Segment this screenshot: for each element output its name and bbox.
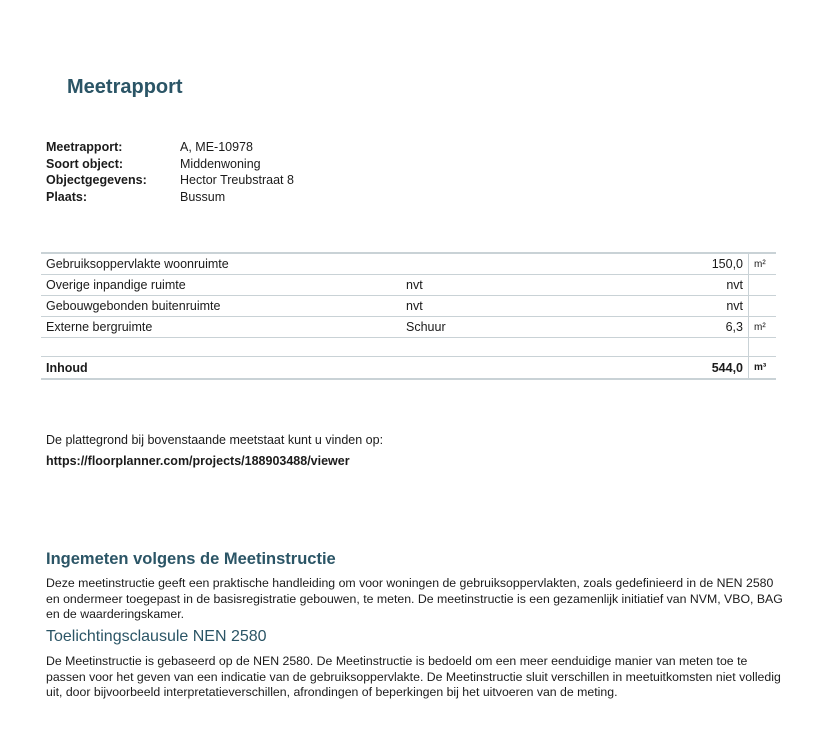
total-unit: m³ bbox=[749, 357, 777, 380]
row-note: nvt bbox=[401, 296, 611, 317]
section-subtext: De Meetinstructie is gebaseerd op de NEN 2580. De Meetinstructie is bedoeld om een meer eenduidige manier van meten toe te passen voor het geven van een indicatie van de gebruiksoppervlakte. De Meetinstructie sluit verschillen in meetuitkomsten niet volledig uit, door bijvoorbeeld interpretatieverschillen, afrondingen of beperkingen bij het uitvoeren van de meting. bbox=[46, 654, 781, 699]
report-metadata bbox=[46, 139, 294, 205]
meta-value: Hector Treubstraat 8 bbox=[180, 173, 294, 187]
meta-row bbox=[46, 156, 294, 173]
table-row bbox=[41, 296, 776, 317]
row-name: Overige inpandige ruimte bbox=[41, 275, 401, 296]
row-value: 150,0 bbox=[611, 253, 749, 275]
table-total-row bbox=[41, 357, 776, 380]
row-name: Gebruiksoppervlakte woonruimte bbox=[41, 253, 401, 275]
section-heading: Ingemeten volgens de Meetinstructie bbox=[46, 550, 336, 568]
row-note bbox=[401, 253, 611, 275]
row-unit: m² bbox=[749, 317, 777, 338]
page-title: Meetrapport bbox=[67, 76, 183, 98]
total-name: Inhoud bbox=[41, 357, 401, 380]
meta-row bbox=[46, 172, 294, 189]
section-text: Deze meetinstructie geeft een praktische handleiding om voor woningen de gebruiksoppervlakten, zoals gedefinieerd in de NEN 2580 en ondermeer toegepast in de basisregistratie gebouwen, te meten. De meetinstructie is een gezamenlijk initiatief van NVM, VBO, BAG en de waarderingskamer. bbox=[46, 576, 783, 621]
meta-row bbox=[46, 139, 294, 156]
meta-label: Plaats: bbox=[46, 189, 87, 204]
floorplan-intro: De plattegrond bij bovenstaande meetstaat kunt u vinden op: bbox=[46, 433, 384, 447]
meta-row bbox=[46, 189, 294, 206]
row-note: nvt bbox=[401, 275, 611, 296]
meta-label: Objectgegevens: bbox=[46, 173, 147, 187]
meta-value: Bussum bbox=[180, 189, 226, 204]
row-note: Schuur bbox=[401, 317, 611, 338]
row-value: 6,3 bbox=[611, 317, 749, 338]
table-row bbox=[41, 275, 776, 296]
row-unit bbox=[749, 275, 777, 296]
meta-value: Middenwoning bbox=[180, 156, 261, 171]
total-value: 544,0 bbox=[611, 357, 749, 380]
row-value: nvt bbox=[611, 275, 749, 296]
measurement-table bbox=[41, 252, 776, 380]
row-value: nvt bbox=[611, 296, 749, 317]
floorplan-link[interactable]: https://floorplanner.com/projects/188903488/viewer bbox=[46, 454, 350, 468]
table-row bbox=[41, 317, 776, 338]
meta-label: Soort object: bbox=[46, 156, 124, 171]
row-name: Gebouwgebonden buitenruimte bbox=[41, 296, 401, 317]
row-unit bbox=[749, 296, 777, 317]
table-spacer-row bbox=[41, 338, 776, 357]
section-subheading: Toelichtingsclausule NEN 2580 bbox=[46, 628, 267, 645]
meta-label: Meetrapport: bbox=[46, 140, 123, 154]
meta-value: A, ME-10978 bbox=[180, 140, 253, 154]
row-name: Externe bergruimte bbox=[41, 317, 401, 338]
row-unit: m² bbox=[749, 253, 777, 275]
table-row bbox=[41, 253, 776, 275]
